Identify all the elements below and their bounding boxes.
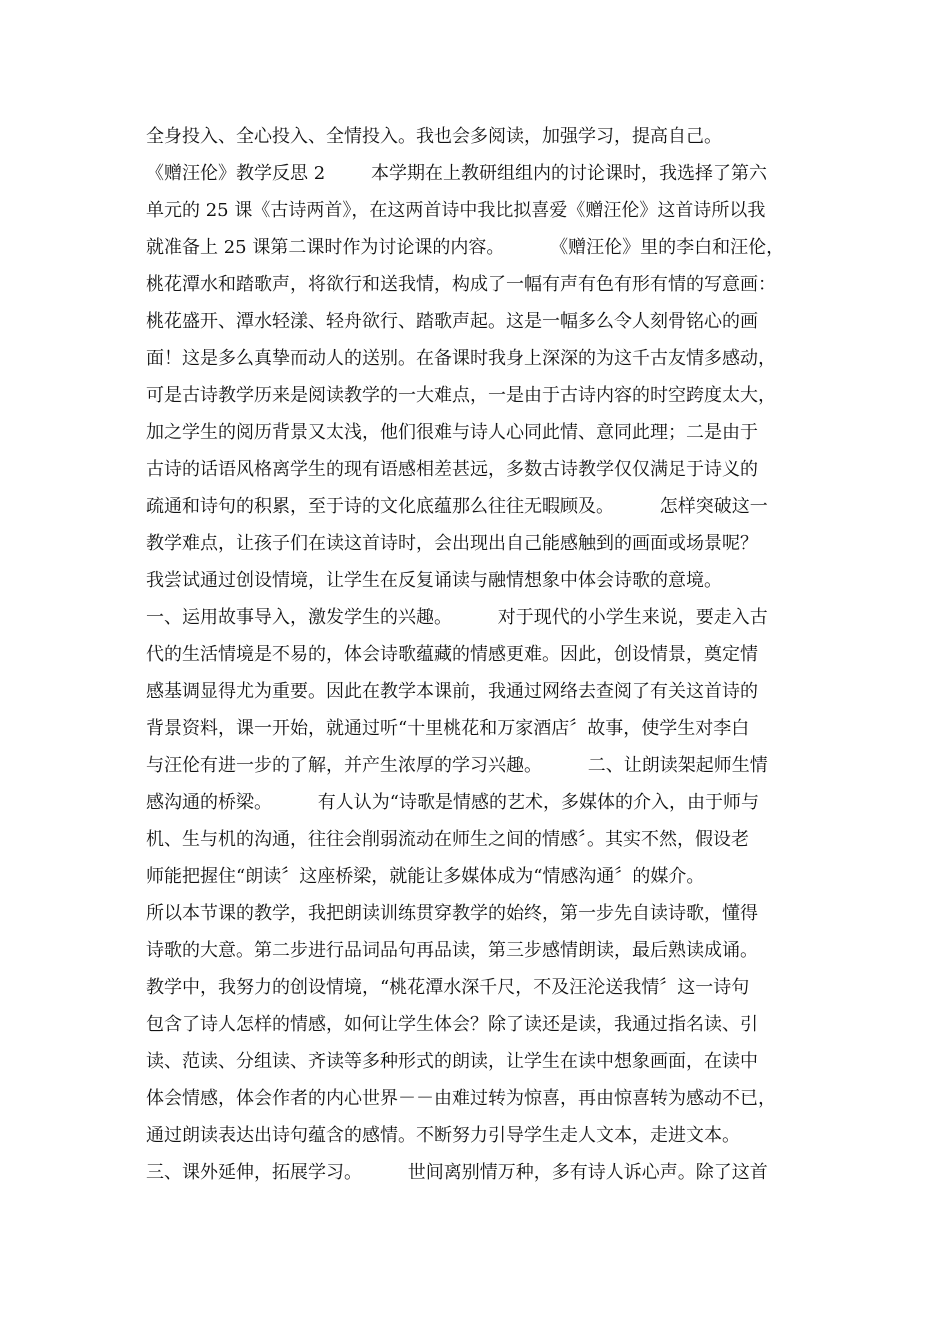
text-line: 与汪伦有进一步的了解，并产生浓厚的学习兴趣。 二、让朗读架起师生情 [146, 755, 768, 776]
text-line: 师能把握住“朗读〞这座桥梁，就能让多媒体成为“情感沟通〞的媒介。 [146, 866, 705, 887]
text-line: 所以本节课的教学，我把朗读训练贯穿教学的始终，第一步先自读诗歌，懂得 [146, 903, 758, 924]
text-line: 桃花盛开、潭水轻漾、轻舟欲行、踏歌声起。这是一幅多么令人刻骨铭心的画 [146, 311, 758, 332]
text-line: 疏通和诗句的积累，至于诗的文化底蕴那么往往无暇顾及。 怎样突破这一 [146, 496, 768, 517]
text-line: 单元的 25 课《古诗两首》，在这两首诗中我比拟喜爱《赠汪伦》这首诗所以我 [146, 200, 766, 221]
text-line: 面！这是多么真挚而动人的送别。在备课时我身上深深的为这千古友情多感动， [146, 348, 776, 369]
body-text [146, 118, 826, 1191]
text-line: 代的生活情境是不易的，体会诗歌蕴藏的情感更难。因此，创设情景，奠定情 [146, 644, 758, 665]
text-line: 通过朗读表达出诗句蕴含的感情。不断努力引导学生走人文本，走进文本。 [146, 1125, 740, 1146]
text-line: 感基调显得尤为重要。因此在教学本课前，我通过网络去查阅了有关这首诗的 [146, 681, 758, 702]
text-line: 我尝试通过创设情境，让学生在反复诵读与融情想象中体会诗歌的意境。 [146, 570, 722, 591]
text-line: 机、生与机的沟通，往往会削弱流动在师生之间的情感〞。其实不然，假设老 [146, 829, 749, 850]
text-line: 教学难点，让孩子们在读这首诗时，会出现出自己能感触到的画面或场景呢？ [146, 533, 758, 554]
text-line: 古诗的话语风格离学生的现有语感相差甚远，多数古诗教学仅仅满足于诗义的 [146, 459, 758, 480]
text-line: 一、运用故事导入，激发学生的兴趣。 对于现代的小学生来说，要走入古 [146, 607, 768, 628]
text-line: 《赠汪伦》教学反思 2 本学期在上教研组组内的讨论课时，我选择了第六 [146, 163, 767, 184]
text-line: 三、课外延伸，拓展学习。 世间离别情万种，多有诗人诉心声。除了这首 [146, 1162, 768, 1183]
text-line: 就准备上 25 课第二课时作为讨论课的内容。 《赠汪伦》里的李白和汪伦， [146, 237, 785, 258]
text-line: 感沟通的桥梁。 有人认为“诗歌是情感的艺术，多媒体的介入，由于师与 [146, 792, 759, 813]
text-line: 加之学生的阅历背景又太浅，他们很难与诗人心同此情、意同此理；二是由于 [146, 422, 758, 443]
text-line: 包含了诗人怎样的情感，如何让学生体会？除了读还是读，我通过指名读、引 [146, 1014, 758, 1035]
text-line: 全身投入、全心投入、全情投入。我也会多阅读，加强学习，提高自己。 [146, 126, 722, 147]
text-line: 桃花潭水和踏歌声，将欲行和送我情，构成了一幅有声有色有形有情的写意画： [146, 274, 776, 295]
text-line: 读、范读、分组读、齐读等多种形式的朗读，让学生在读中想象画面，在读中 [146, 1051, 758, 1072]
text-line: 诗歌的大意。第二步进行品词品句再品读，第三步感情朗读，最后熟读成诵。 [146, 940, 758, 961]
text-line: 体会情感，体会作者的内心世界－－由难过转为惊喜，再由惊喜转为感动不已， [146, 1088, 776, 1109]
text-line: 可是古诗教学历来是阅读教学的一大难点，一是由于古诗内容的时空跨度太大， [146, 385, 776, 406]
text-line: 背景资料，课一开始，就通过听“十里桃花和万家酒店〞故事，使学生对李白 [146, 718, 750, 739]
text-line: 教学中，我努力的创设情境，“桃花潭水深千尺，不及汪沦送我情〞这一诗句 [146, 977, 750, 998]
